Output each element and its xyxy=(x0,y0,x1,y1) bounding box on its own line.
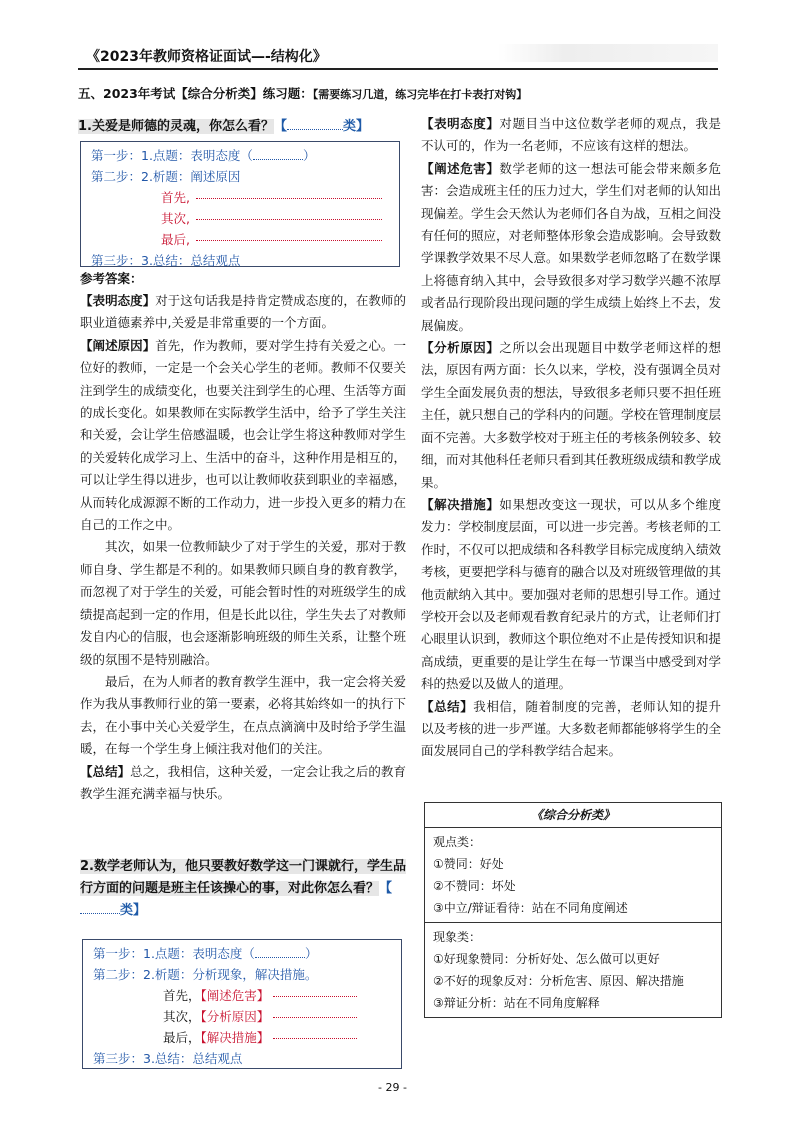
summary-view-section xyxy=(425,828,721,922)
summary-head: 《综合分析类》 xyxy=(425,803,721,828)
q2-step1-close: ） xyxy=(304,946,318,961)
q1-second-line xyxy=(196,219,382,220)
q2-second-line xyxy=(273,1017,357,1018)
question-1-blank xyxy=(274,119,369,134)
summary-phenomenon-section xyxy=(425,922,721,1017)
blank-open: 【 xyxy=(273,119,287,134)
summary-phen-label: 现象类： xyxy=(433,930,482,944)
section-title xyxy=(78,84,527,102)
q1-step1-blank xyxy=(253,149,303,160)
blank-dots xyxy=(287,119,343,130)
answer-1 xyxy=(80,290,406,805)
answer-2-a-text: 对题目当中这位数学老师的观点，我是不认可的，作为一名老师，不应该有这样的想法。 xyxy=(421,116,721,154)
answer-2-d-text: 如果想改变这一现状，可以从多个维度发力：学校制度层面，可以进一步完善。考核老师的工作时，不仅可以把成绩和各科教学目标完成度纳入绩效考核，更要把学科与德育的融合以及对班级管理做的其他贡献纳入其中。要加强对老师的思想引导工作。通过学校开会以及老师观看教育纪录片的方式，让老师们打心眼里认识到，教师这个职位绝对不止是传授知识和提高成绩，更重要的是让学生在每一节课当中感受到对学科的热爱以及做人的道理。 xyxy=(421,496,722,692)
reference-answer-label: 参考答案： xyxy=(80,271,143,286)
q1-first-label: 首先, xyxy=(161,190,190,205)
blank-open: 【 xyxy=(379,881,393,896)
q1-step1-close: ） xyxy=(302,148,316,163)
answer-2-c xyxy=(421,337,721,494)
q2-last-line xyxy=(273,1038,357,1039)
q1-first-line xyxy=(196,198,382,199)
answer-1-p2 xyxy=(80,335,406,537)
summary-view-item: ③中立/辩证看待：站在不同角度阐述 xyxy=(433,901,628,915)
section-title-text: 五、2023年考试【综合分析类】练习题： xyxy=(78,86,313,101)
answer-2-e xyxy=(421,696,721,763)
answer-2-e-text: 我相信，随着制度的完善，老师认知的提升以及考核的进一步严谨。大多数老师都能够将学生的全面发展同自己的学科教学结合起来。 xyxy=(421,698,722,759)
blank-close: 类】 xyxy=(343,119,370,134)
tag-harms: 【阐述危害】 xyxy=(421,160,500,176)
answer-1-p5-text: 总之，我相信，这种关爱，一定会让我之后的教育教学生涯充满幸福与快乐。 xyxy=(80,763,406,801)
q2-step1-text: 第一步：1.点题：表明态度（ xyxy=(93,946,255,961)
summary-view-item: ②不赞同：坏处 xyxy=(433,879,516,893)
q2-first-line xyxy=(273,996,357,997)
q1-step2: 第二步：2.析题：阐述原因 xyxy=(91,169,241,184)
answer-1-p3: 其次，如果一位教师缺少了对于学生的关爱，那对于教师自身、学生都是不利的。如果教师只顾自身的教育教学，而忽视了对于学生的关爱，可能会暂时性的对班级学生的成绩提高起到一定的作用，但是长此以往，学生失去了对教师发自内心的信服，也会逐渐影响班级的师生关系，让整个班级的氛围不是特别融洽。 xyxy=(80,539,406,667)
q2-first-tag: 【阐述危害】 xyxy=(200,988,270,1003)
tag-reasons: 【阐述原因】 xyxy=(80,337,156,353)
q1-last xyxy=(91,229,399,250)
answer-2-d xyxy=(421,494,721,696)
q1-second xyxy=(91,208,399,229)
answer-2 xyxy=(421,113,721,763)
summary-box xyxy=(424,802,722,1018)
tag-summary: 【总结】 xyxy=(421,698,474,714)
page-number: - 29 - xyxy=(378,1081,407,1094)
q2-step1 xyxy=(93,943,401,964)
q2-last-tag: 【解决措施】 xyxy=(200,1030,270,1045)
blank-dots xyxy=(80,903,120,914)
answer-2-b-text: 数学老师的这一想法可能会带来颇多危害：会造成班主任的压力过大，学生们对老师的认知出现偏差。学生会天然认为老师们各自为战，互相之间没有任何的照应，对老师整体形象会造成影响。会导致数学课教学效果不尽人意。如果数学老师忽略了在数学课上将德育纳入其中，会导致很多对学习数学兴趣不浓厚或者品行现阶段出现问题的学生成绩上始终上不去，发展偏废。 xyxy=(421,160,722,333)
summary-view-label: 观点类： xyxy=(433,835,482,849)
question-1-outline-box xyxy=(80,141,400,267)
q2-second xyxy=(93,1006,401,1027)
tag-summary: 【总结】 xyxy=(80,763,131,779)
q2-last xyxy=(93,1027,401,1048)
summary-phen-item: ③辩证分析：站在不同角度解释 xyxy=(433,996,600,1010)
answer-2-c-text: 之所以会出现题目中数学老师这样的想法，原因有两方面：长久以来，学校，没有强调全员对学生全面发展负责的想法，导致很多老师只要不担任班主任，就只想自己的学科内的问题。学校在管理制度层面不完善。大多数学校对于班主任的考核条例较多、较细，而对其他科任老师只看到其任教班级成绩和教学成果。 xyxy=(421,340,722,490)
question-1-text: 1.关爱是师德的灵魂，你怎么看？ xyxy=(78,119,274,134)
q2-step3: 第三步：3.总结：总结观点 xyxy=(93,1051,243,1066)
answer-1-p4: 最后，在为人师者的教育教学生涯中，我一定会将关爱作为我从事教师行业的第一要素，必将其始终如一的执行下去，在小事中关心关爱学生，在点点滴滴中及时给予学生温暖，在每一个学生身上倾注我对他们的关注。 xyxy=(80,673,406,757)
q2-last-label: 最后， xyxy=(163,1030,201,1045)
summary-view-item: ①赞同：好处 xyxy=(433,857,504,871)
answer-1-p2-text: 首先，作为教师，要对学生持有关爱之心。一位好的教师，一定是一个会关心学生的老师。教师不仅要关注到学生的成绩变化，也要关注到学生的心理、生活等方面的成长变化。如果教师在实际教学生活中，给予了学生关注和关爱，会让学生倍感温暖，也会让学生将这种教师对学生的关爱转化成学习上、生活中的奋斗，这种作用是相互的，可以让学生得以进步，也可以让教师收获到职业的幸福感，从而转化成源源不断的工作动力，进一步投入更多的精力在自己的工作之中。 xyxy=(80,337,406,533)
tag-attitude: 【表明态度】 xyxy=(80,293,156,308)
q2-second-label: 其次， xyxy=(163,1009,201,1024)
q1-step1 xyxy=(91,145,399,166)
q1-last-label: 最后, xyxy=(161,232,190,247)
q2-second-tag: 【分析原因】 xyxy=(200,1009,270,1024)
question-2-outline-box xyxy=(82,939,402,1069)
tag-measures: 【解决措施】 xyxy=(421,496,500,512)
tag-attitude: 【表明态度】 xyxy=(421,116,500,131)
q1-last-line xyxy=(196,240,382,241)
answer-1-p1 xyxy=(80,290,406,335)
watermark: ★ xyxy=(293,555,347,616)
section-note: 【需要练习几道，练习完毕在打卡表打对钩】 xyxy=(312,88,528,101)
header-band xyxy=(498,44,718,62)
page-header xyxy=(78,40,718,70)
blank-close: 类】 xyxy=(120,903,147,918)
header-title: 《2023年教师资格证面试—-结构化》 xyxy=(86,49,327,65)
answer-2-b xyxy=(421,158,721,337)
header-rule xyxy=(78,68,718,70)
q2-step2: 第二步：2.析题：分析现象，解决措施。 xyxy=(93,967,318,982)
question-2 xyxy=(80,856,410,922)
question-1 xyxy=(78,116,408,138)
q2-first xyxy=(93,985,401,1006)
q1-step3: 第三步：3.总结：总结观点 xyxy=(91,253,241,268)
summary-phen-item: ①好现象赞同：分析好处、怎么做可以更好 xyxy=(433,952,660,966)
answer-2-a xyxy=(421,113,721,158)
answer-1-p5 xyxy=(80,761,406,806)
q2-step1-blank xyxy=(255,947,305,958)
q1-step1-text: 第一步：1.点题：表明态度（ xyxy=(91,148,253,163)
tag-causes: 【分析原因】 xyxy=(421,340,500,356)
summary-phen-item: ②不好的现象反对：分析危害、原因、解决措施 xyxy=(433,974,684,988)
answer-1-p1-text: 对于这句话我是持肯定赞成态度的，在教师的职业道德素养中,关爱是非常重要的一个方面。 xyxy=(80,293,406,331)
q1-second-label: 其次, xyxy=(161,211,190,226)
q2-first-label: 首先， xyxy=(163,988,201,1003)
q1-first xyxy=(91,187,399,208)
question-2-text: 2.数学老师认为，他只要教好数学这一门课就行，学生品行方面的问题是班主任该操心的事，对此你怎么看？ xyxy=(80,859,406,896)
